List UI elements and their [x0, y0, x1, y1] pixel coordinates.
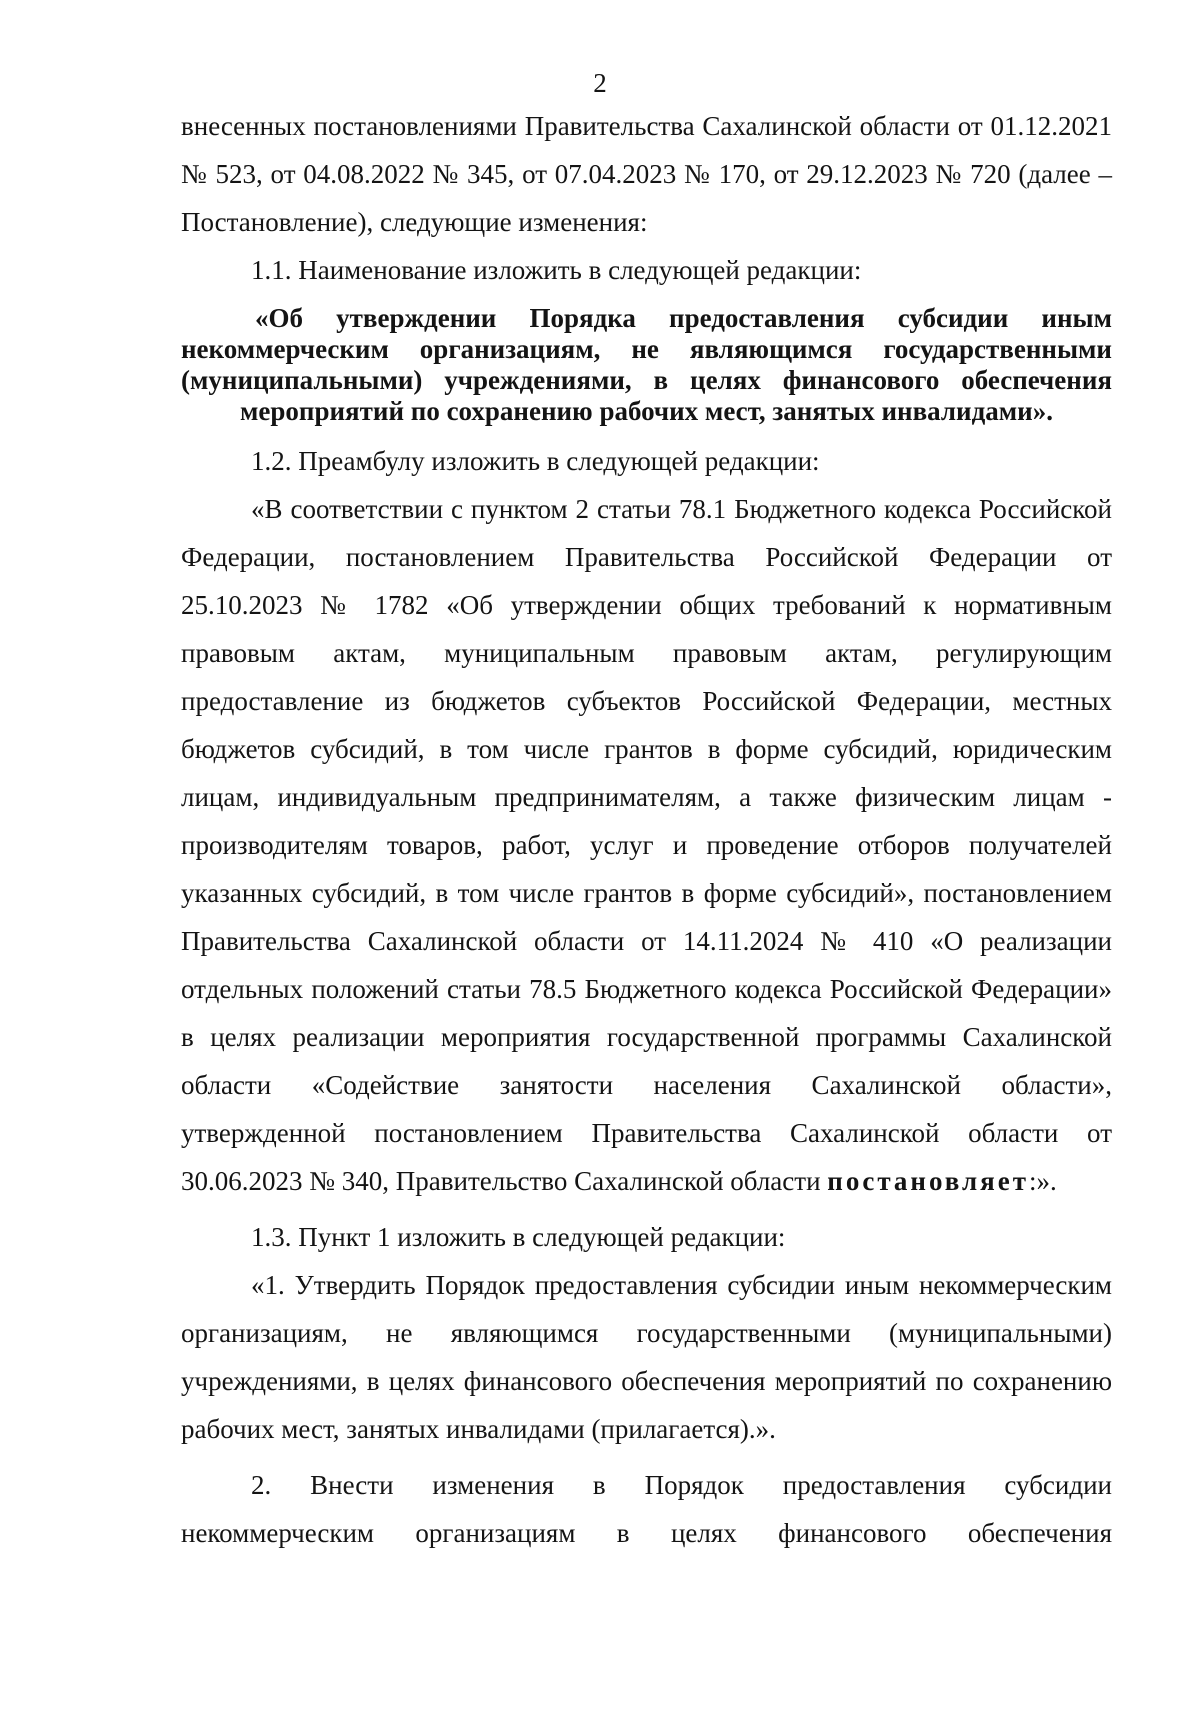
preamble-keyword: постановляет [827, 1166, 1030, 1196]
intro-paragraph: внесенных постановлениями Правительства Сахалинской области от 01.12.2021 № 523, от 04.08.2022 № 345, от 07.04.2023 № 170, от 29.12.2023 № 720 (далее – Постановление), следующие изменения: [181, 111, 1112, 237]
item-1-3-text-paragraph: «1. Утвердить Порядок предоставления субсидии иным некоммерческим организациям, не являющимся государственными (муниципальными) учреждениями, в целях финансового обеспечения мероприятий по сохранению рабочих мест, занятых инвалидами (прилагается).». [181, 1270, 1112, 1444]
page-number: 2 [593, 68, 607, 98]
new-title-paragraph: «Об утверждении Порядка предоставления субсидии иным некоммерческим организациям, не являющимся государственными (муниципальными) учреждениями, в целях финансового обеспечения мероприятий по сохранению рабочих мест, занятых инвалидами». [181, 303, 1112, 426]
item-1-2-paragraph: 1.2. Преамбулу изложить в следующей редакции: [251, 446, 820, 476]
preamble-end: :». [1029, 1166, 1057, 1196]
item-1-1-paragraph: 1.1. Наименование изложить в следующей редакции: [251, 255, 862, 285]
item-1-3-paragraph: 1.3. Пункт 1 изложить в следующей редакции: [251, 1222, 786, 1252]
item-2-paragraph: 2. Внести изменения в Порядок предоставления субсидии некоммерческим организациям в целях финансового обеспечения [181, 1470, 1112, 1548]
preamble-text: «В соответствии с пунктом 2 статьи 78.1 Бюджетного кодекса Российской Федерации, постановлением Правительства Российской Федерации от 25.10.2023 № 1782 «Об утверждении общих требований к нормативным правовым актам, муниципальным правовым актам, регулирующим предоставление из бюджетов субъектов Российской Федерации, местных бюджетов субсидий, в том числе грантов в форме субсидий, юридическим лицам, индивидуальным предпринимателям, а также физическим лицам - производителям товаров, работ, услуг и проведение отборов получателей указанных субсидий, в том числе грантов в форме субсидий», постановлением Правительства Сахалинской области от 14.11.2024 № 410 «О реализации отдельных положений статьи 78.5 Бюджетного кодекса Российской Федерации» в целях реализации мероприятия государственной программы Сахалинской области «Содействие занятости населения Сахалинской области», утвержденной постановлением Правительства Сахалинской области от 30.06.2023 № 340, Правительство Сахалинской области [181, 494, 1112, 1196]
preamble-paragraph [181, 485, 1112, 1205]
document-body [181, 102, 1112, 1557]
